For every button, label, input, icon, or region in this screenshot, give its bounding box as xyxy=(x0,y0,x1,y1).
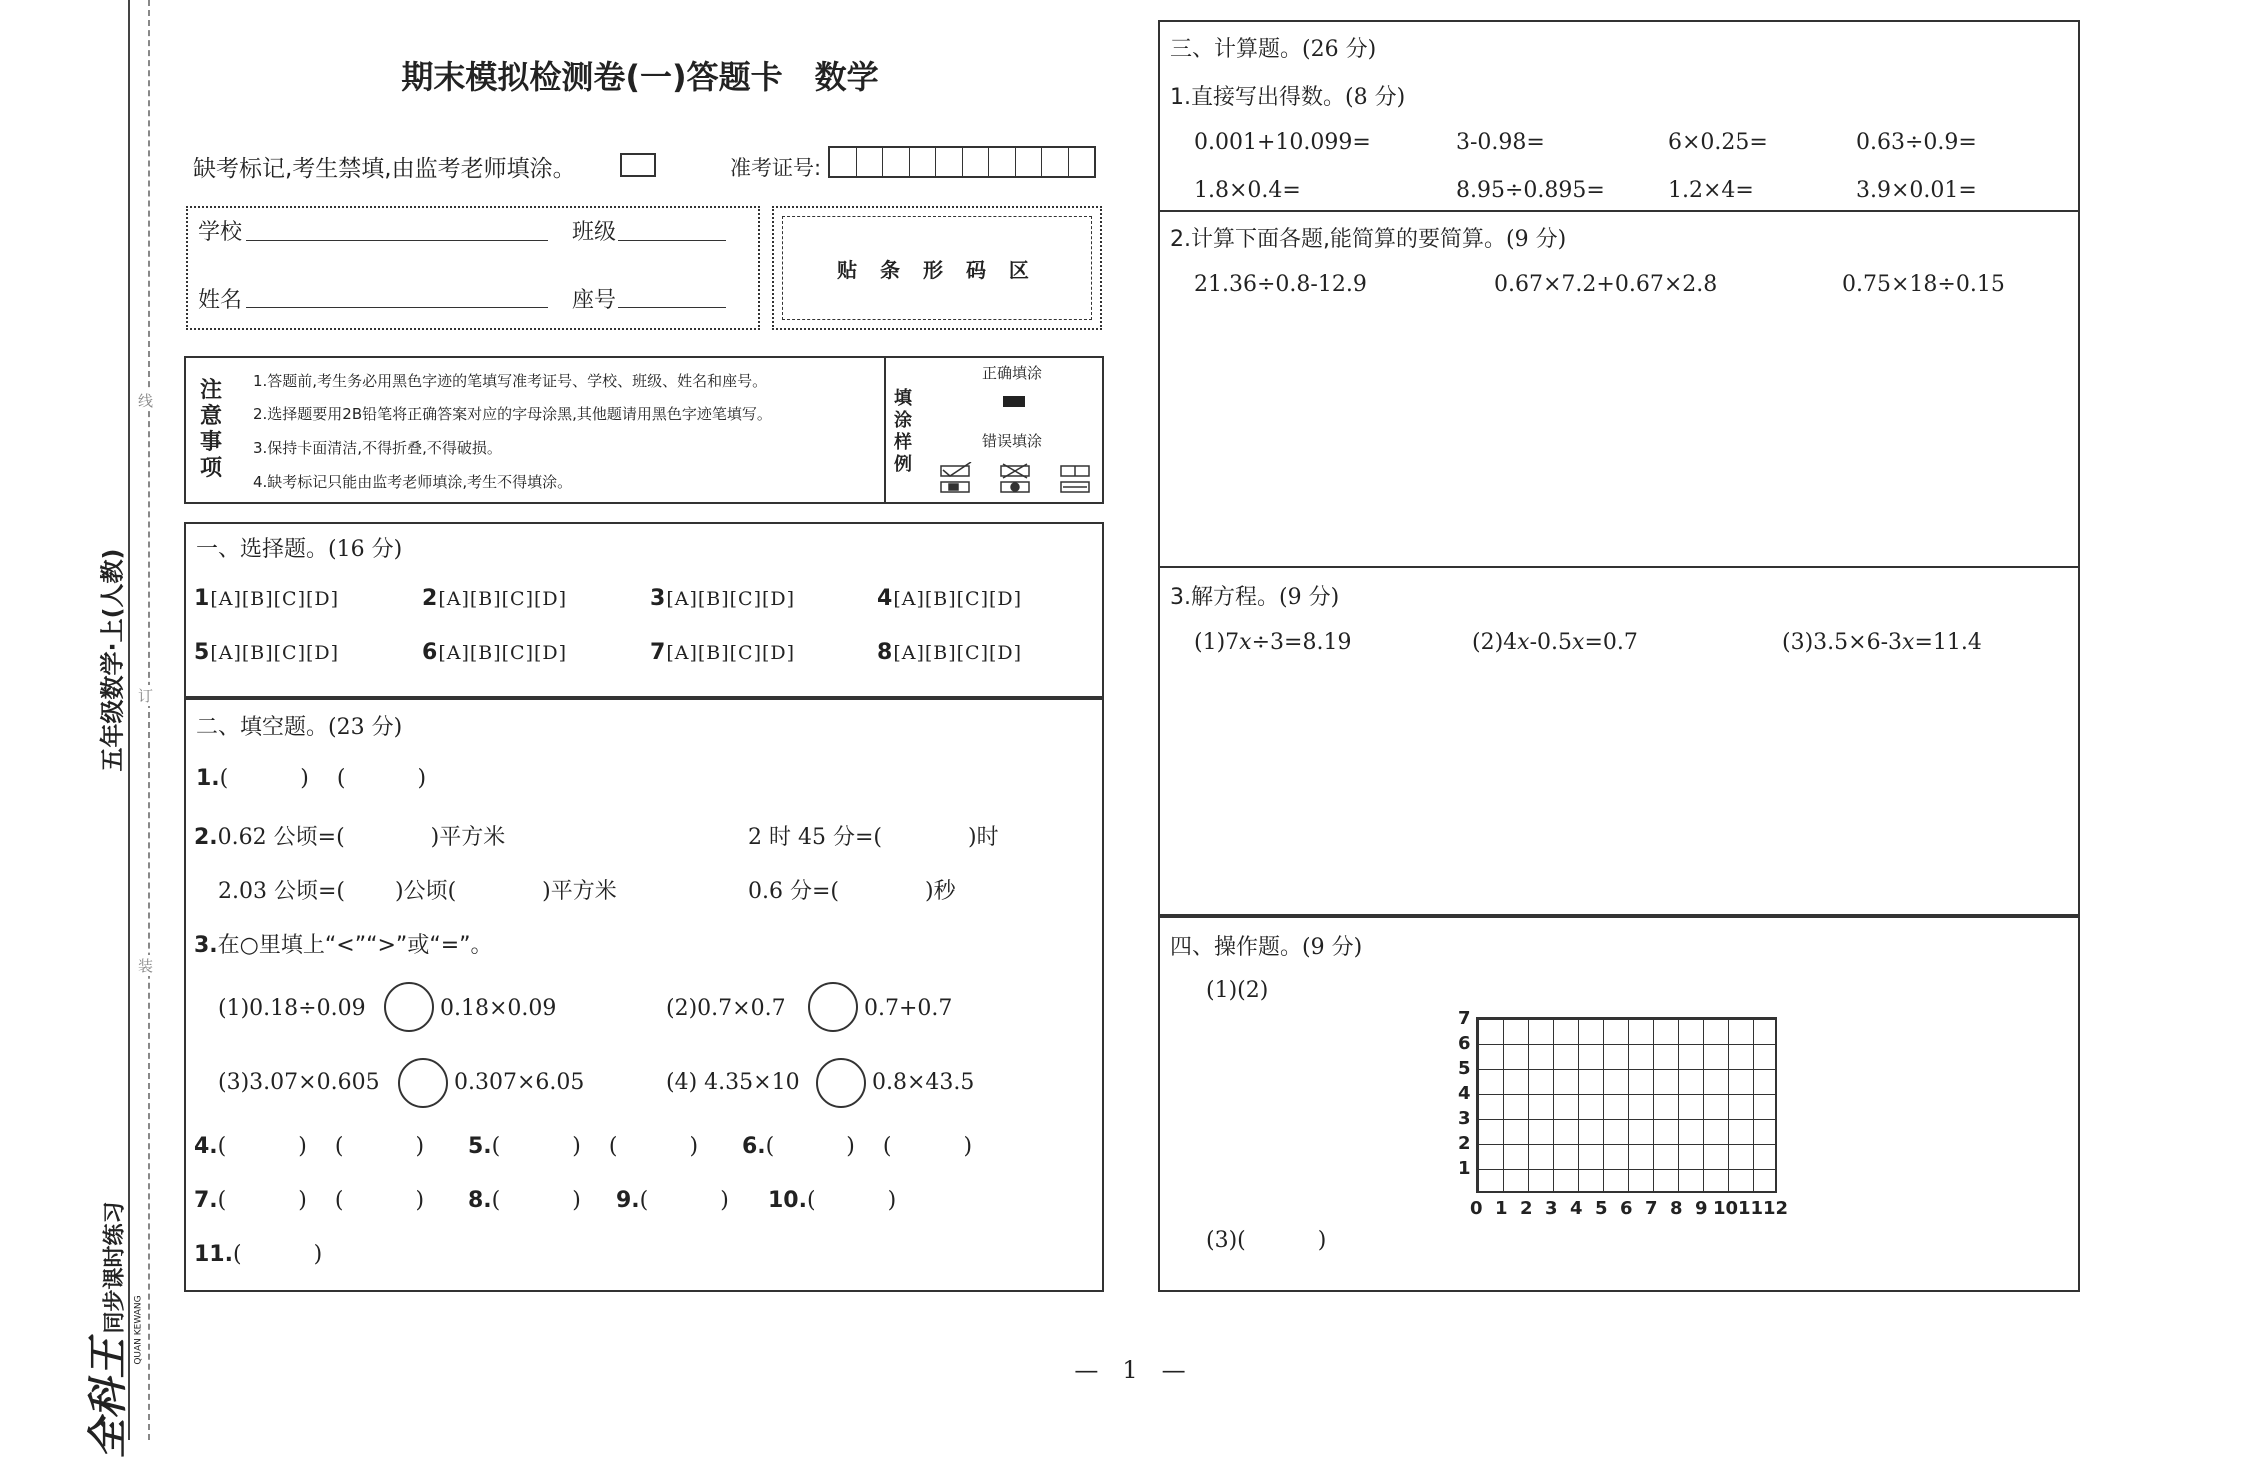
name-field[interactable] xyxy=(246,307,548,308)
cut-mark-line: 线 xyxy=(138,392,154,410)
cut-mark-staple: 订 xyxy=(138,687,154,705)
y-label-4: 4 xyxy=(1458,1083,1471,1104)
correct-fill-sample xyxy=(1003,396,1025,407)
cut-mark-bind: 装 xyxy=(138,957,154,975)
oral-calc-2: 3-0.98= xyxy=(1456,130,1545,155)
seat-label: 座号 xyxy=(572,288,617,313)
notice-item-1: 1.答题前,考生务必用黑色字迹的笔填写准考证号、学校、班级、姓名和座号。 xyxy=(253,372,768,390)
operation-q12-label: (1)(2) xyxy=(1206,978,1269,1003)
y-label-7: 7 xyxy=(1458,1008,1471,1029)
calc-q3-title: 3.解方程。(9 分) xyxy=(1170,585,1340,610)
school-field[interactable] xyxy=(246,240,548,241)
student-info-box xyxy=(186,206,760,330)
y-label-2: 2 xyxy=(1458,1133,1471,1154)
x-label-5: 5 xyxy=(1595,1198,1608,1219)
oral-calc-6: 8.95÷0.895= xyxy=(1456,178,1605,203)
binding-dashed-line xyxy=(148,0,150,1440)
exam-no-boxes[interactable] xyxy=(828,146,1096,178)
brand-pinyin: QUAN KEWANG xyxy=(133,1295,144,1365)
section1-title: 一、选择题。(16 分) xyxy=(196,537,403,562)
notice-item-2: 2.选择题要用2B铅笔将正确答案对应的字母涂黑,其他题请用黑色字迹笔填写。 xyxy=(253,405,772,423)
fill-q3-title: 3.在○里填上“<”“>”或“=”。 xyxy=(194,933,493,958)
compare-3-right: 0.307×6.05 xyxy=(454,1070,585,1095)
fill-q7: 7.( ) ( ) xyxy=(194,1188,425,1213)
compare-1-circle[interactable] xyxy=(384,982,434,1032)
school-label: 学校 xyxy=(198,220,243,245)
brand-logo xyxy=(77,1201,144,1458)
calc-divider-1 xyxy=(1158,210,2080,212)
oral-calc-1: 0.001+10.099= xyxy=(1194,130,1371,155)
brand-name: 全科王 xyxy=(85,1338,132,1459)
wrong-sample-empty-icon xyxy=(1061,466,1089,492)
oral-calc-5: 1.8×0.4= xyxy=(1194,178,1301,203)
seat-field[interactable] xyxy=(618,307,726,308)
fill-q8: 8.( ) xyxy=(468,1188,581,1213)
wrong-fill-samples xyxy=(935,462,1095,498)
wrong-fill-label: 错误填涂 xyxy=(982,432,1043,450)
compare-2-right: 0.7+0.7 xyxy=(864,996,953,1021)
x-label-7: 7 xyxy=(1645,1198,1658,1219)
y-label-1: 1 xyxy=(1458,1158,1471,1179)
grade-label: 五年级数学·上(人教) xyxy=(98,548,127,772)
equation-3: (3)3.5×6-3x=11.4 xyxy=(1782,630,1982,655)
correct-fill-label: 正确填涂 xyxy=(982,364,1043,382)
class-field[interactable] xyxy=(618,240,726,241)
compare-4-right: 0.8×43.5 xyxy=(872,1070,975,1095)
x-label-8: 8 xyxy=(1670,1198,1683,1219)
compare-1-right: 0.18×0.09 xyxy=(440,996,557,1021)
fill-q1: 1.( ) ( ) xyxy=(196,766,427,791)
x-label-6: 6 xyxy=(1620,1198,1633,1219)
y-label-6: 6 xyxy=(1458,1033,1471,1054)
mc-q6[interactable]: 6[A][B][C][D] xyxy=(422,640,568,665)
compare-3-left: (3)3.07×0.605 xyxy=(218,1070,380,1095)
simplify-2: 0.67×7.2+0.67×2.8 xyxy=(1494,272,1718,297)
mc-q8[interactable]: 8[A][B][C][D] xyxy=(877,640,1023,665)
operation-q3: (3)( ) xyxy=(1206,1228,1327,1253)
wrong-sample-cross-icon xyxy=(1001,464,1029,492)
mc-q2[interactable]: 2[A][B][C][D] xyxy=(422,586,568,611)
oral-calc-3: 6×0.25= xyxy=(1668,130,1768,155)
compare-1-left: (1)0.18÷0.09 xyxy=(218,996,366,1021)
simplify-1: 21.36÷0.8-12.9 xyxy=(1194,272,1367,297)
mc-q5[interactable]: 5[A][B][C][D] xyxy=(194,640,340,665)
calc-q1-title: 1.直接写出得数。(8 分) xyxy=(1170,85,1406,110)
compare-2-circle[interactable] xyxy=(808,982,858,1032)
absent-note: 缺考标记,考生禁填,由监考老师填涂。 xyxy=(193,156,576,182)
compare-4-left: (4) 4.35×10 xyxy=(666,1070,800,1095)
absent-mark-box[interactable] xyxy=(620,153,656,177)
fill-q4: 4.( ) ( ) xyxy=(194,1134,425,1159)
wrong-sample-check-icon xyxy=(941,462,971,492)
mc-q3[interactable]: 3[A][B][C][D] xyxy=(650,586,796,611)
mc-q4[interactable]: 4[A][B][C][D] xyxy=(877,586,1023,611)
x-label-9: 9 xyxy=(1695,1198,1708,1219)
calc-divider-2 xyxy=(1158,566,2080,568)
class-label: 班级 xyxy=(572,220,617,245)
x-label-12: 12 xyxy=(1763,1198,1789,1219)
name-label: 姓名 xyxy=(198,288,243,313)
notice-item-3: 3.保持卡面清洁,不得折叠,不得破损。 xyxy=(253,439,502,457)
x-label-10: 10 xyxy=(1713,1198,1739,1219)
x-label-3: 3 xyxy=(1545,1198,1558,1219)
calc-q2-title: 2.计算下面各题,能简算的要简算。(9 分) xyxy=(1170,227,1567,252)
notice-divider xyxy=(884,356,886,504)
compare-4-circle[interactable] xyxy=(816,1058,866,1108)
mc-q7[interactable]: 7[A][B][C][D] xyxy=(650,640,796,665)
compare-2-left: (2)0.7×0.7 xyxy=(666,996,786,1021)
page-title: 期末模拟检测卷(一)答题卡 数学 xyxy=(401,58,879,96)
mc-q1[interactable]: 1[A][B][C][D] xyxy=(194,586,340,611)
barcode-label: 贴 条 形 码 区 xyxy=(837,258,1037,282)
section3-title: 三、计算题。(26 分) xyxy=(1170,37,1377,62)
sample-title: 填涂样例 xyxy=(894,388,912,475)
fill-q6: 6.( ) ( ) xyxy=(742,1134,973,1159)
oral-calc-8: 3.9×0.01= xyxy=(1856,178,1977,203)
brand-subtitle: 同步课时练习 xyxy=(102,1201,128,1334)
section2-title: 二、填空题。(23 分) xyxy=(196,715,403,740)
fill-q2d: 0.6 分=( )秒 xyxy=(748,879,956,904)
x-label-4: 4 xyxy=(1570,1198,1583,1219)
oral-calc-4: 0.63÷0.9= xyxy=(1856,130,1977,155)
section4-title: 四、操作题。(9 分) xyxy=(1170,935,1363,960)
x-label-2: 2 xyxy=(1520,1198,1533,1219)
oral-calc-7: 1.2×4= xyxy=(1668,178,1754,203)
equation-2: (2)4x-0.5x=0.7 xyxy=(1472,630,1638,655)
simplify-3: 0.75×18÷0.15 xyxy=(1842,272,2005,297)
exam-no-label: 准考证号: xyxy=(730,156,822,180)
notice-item-4: 4.缺考标记只能由监考老师填涂,考生不得填涂。 xyxy=(253,473,573,491)
x-label-11: 11 xyxy=(1738,1198,1764,1219)
compare-3-circle[interactable] xyxy=(398,1058,448,1108)
y-label-5: 5 xyxy=(1458,1058,1471,1079)
fill-q2a: 2.0.62 公顷=( )平方米 xyxy=(194,825,506,850)
y-label-3: 3 xyxy=(1458,1108,1471,1129)
notice-title: 注意事项 xyxy=(200,378,223,481)
x-label-0: 0 xyxy=(1470,1198,1483,1219)
fill-q5: 5.( ) ( ) xyxy=(468,1134,699,1159)
fill-q2c: 2.03 公顷=( )公顷( )平方米 xyxy=(218,879,617,904)
equation-1: (1)7x÷3=8.19 xyxy=(1194,630,1352,655)
fill-q2b: 2 时 45 分=( )时 xyxy=(748,825,999,850)
page-number: — 1 — xyxy=(1074,1356,1186,1384)
x-label-1: 1 xyxy=(1495,1198,1508,1219)
fill-q10: 10.( ) xyxy=(768,1188,897,1213)
fill-q11: 11.( ) xyxy=(194,1242,323,1267)
coordinate-grid[interactable] xyxy=(1476,1017,1777,1193)
fill-q9: 9.( ) xyxy=(616,1188,729,1213)
